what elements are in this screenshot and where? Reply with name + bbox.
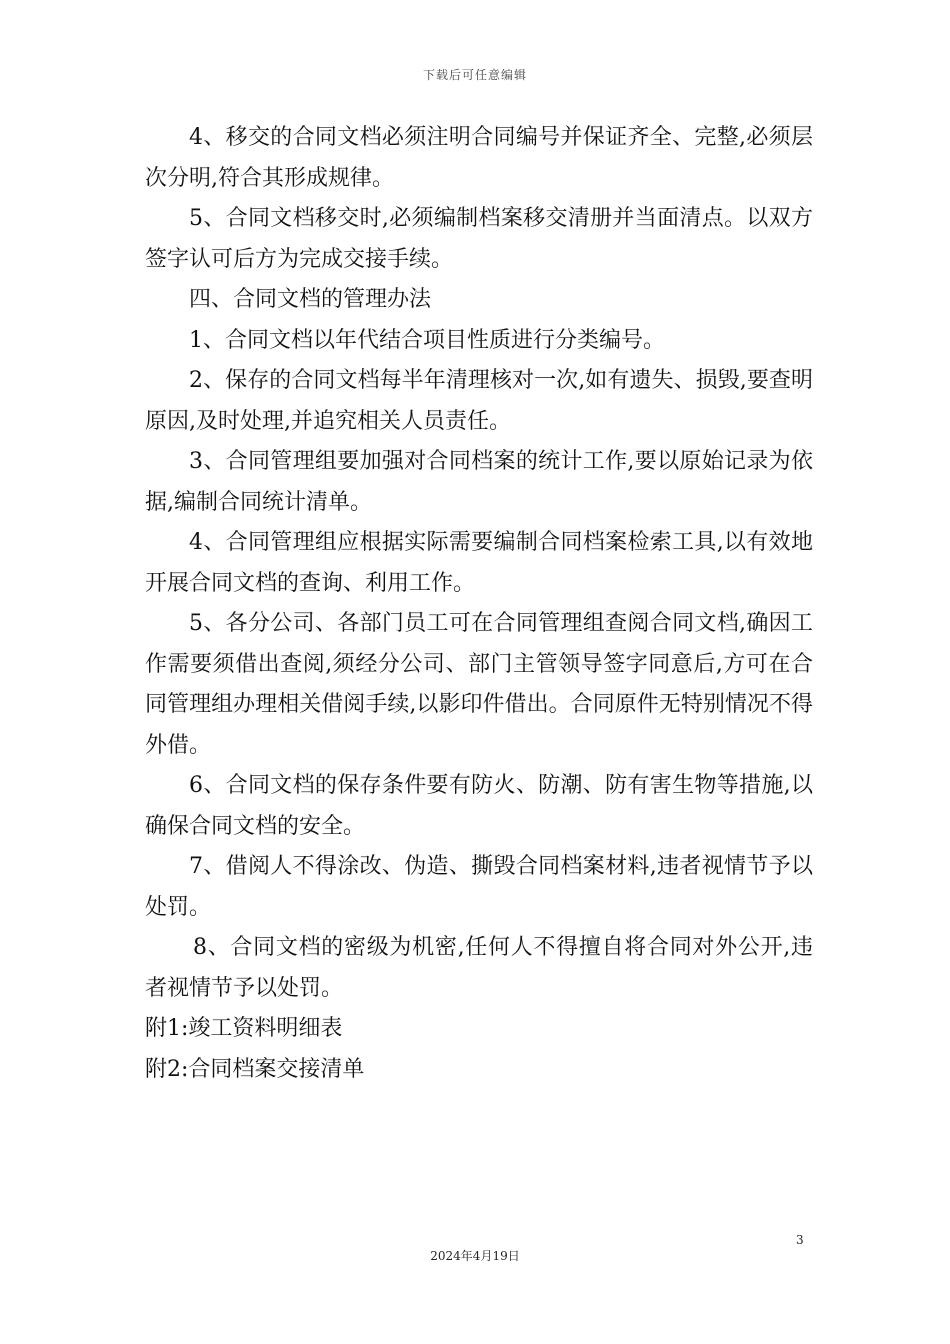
attachment-1: 附1:竣工资料明细表 (145, 1016, 343, 1041)
document-body (145, 118, 813, 1090)
paragraph-no-tampering: 7、借阅人不得涂改、伪造、撕毁合同档案材料,违者视情节予以处罚。 (145, 854, 813, 920)
paragraph-semiannual-check: 2、保存的合同文档每半年清理核对一次,如有遗失、损毁,要查明原因,及时处理,并追究相关人员责任。 (145, 368, 813, 434)
paragraph-classification: 1、合同文档以年代结合项目性质进行分类编号。 (189, 327, 665, 353)
footer-date: 2024年4月19日 (430, 1249, 520, 1263)
paragraph-transfer-inventory: 5、合同文档移交时,必须编制档案移交清册并当面清点。以双方签字认可后方为完成交接手续。 (145, 206, 813, 272)
paragraph-statistics: 3、合同管理组要加强对合同档案的统计工作,要以原始记录为依据,编制合同统计清单。 (145, 449, 813, 515)
paragraph-borrowing: 5、各分公司、各部门员工可在合同管理组查阅合同文档,确因工作需要须借出查阅,须经分公司、部门主管领导签字同意后,方可在合同管理组办理相关借阅手续,以影印件借出。合同原件无特别情况不得外借。 (145, 611, 813, 758)
page-number: 3 (796, 1233, 804, 1247)
paragraph-storage-conditions: 6、合同文档的保存条件要有防火、防潮、防有害生物等措施,以确保合同文档的安全。 (145, 773, 813, 839)
paragraph-retrieval-tools: 4、合同管理组应根据实际需要编制合同档案检索工具,以有效地开展合同文档的查询、利用工作。 (145, 530, 813, 596)
attachment-2: 附2:合同档案交接清单 (145, 1056, 365, 1082)
paragraph-transfer-numbering: 4、移交的合同文档必须注明合同编号并保证齐全、完整,必须层次分明,符合其形成规律。 (145, 125, 813, 191)
page-header: 下载后可任意编辑 (422, 68, 527, 82)
section-heading-management: 四、合同文档的管理办法 (189, 287, 432, 312)
paragraph-confidentiality: 8、合同文档的密级为机密,任何人不得擅自将合同对外公开,违者视情节予以处罚。 (145, 935, 813, 1001)
